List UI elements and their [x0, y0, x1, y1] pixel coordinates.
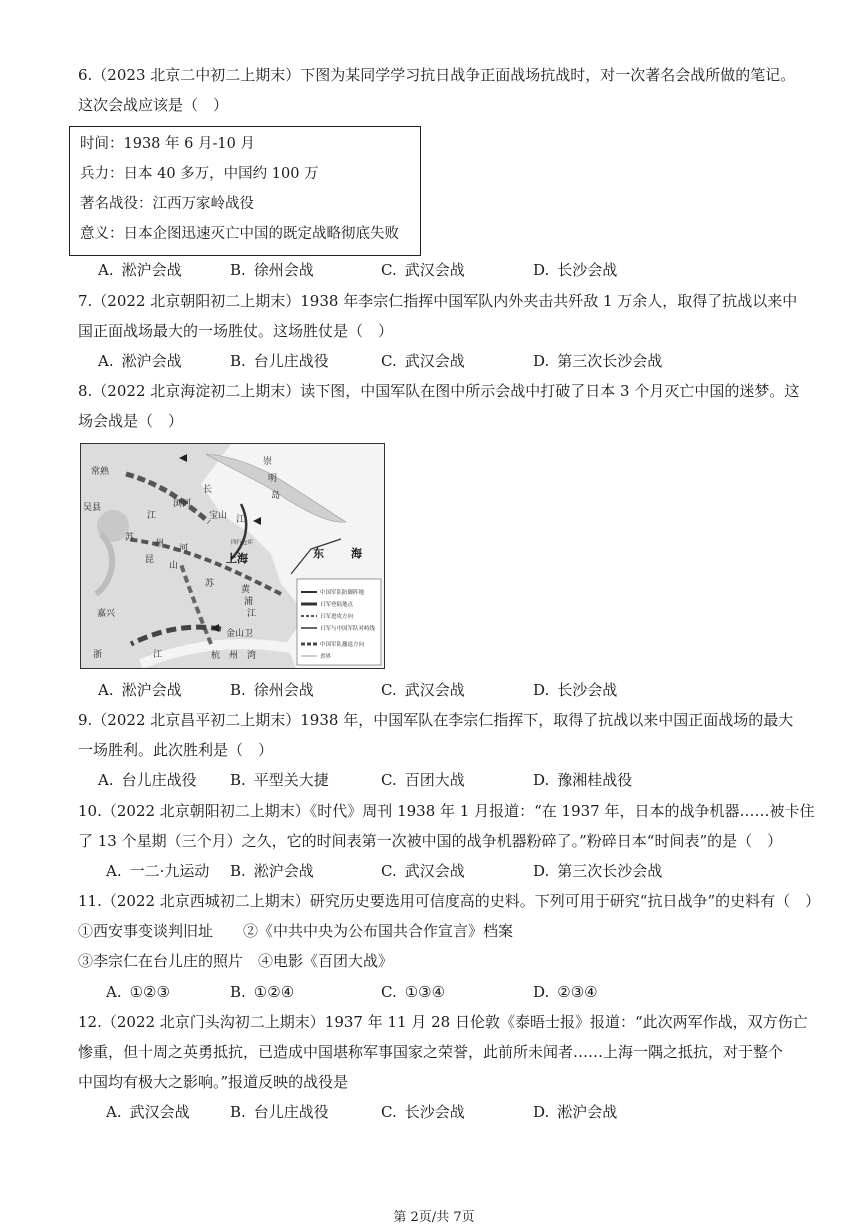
map-label: 江: [236, 515, 246, 525]
option-b[interactable]: B. 台儿庄战役: [230, 1103, 329, 1121]
option-c[interactable]: C. ①③④: [381, 983, 446, 1001]
question-9-options: [98, 769, 798, 791]
option-d[interactable]: D. ②③④: [533, 983, 598, 1001]
question-11-line-2: ①西安事变谈判旧址 ②《中共中央为公布国共合作宣言》档案: [78, 922, 514, 940]
option-d[interactable]: D. 第三次长沙会战: [533, 352, 663, 370]
option-a[interactable]: A. 武汉会战: [106, 1103, 190, 1121]
option-c[interactable]: C. 武汉会战: [381, 681, 465, 699]
legend-label: 日军进攻方向: [320, 614, 354, 620]
question-6-options: [98, 259, 798, 281]
map-label: 河: [179, 544, 189, 554]
question-12-line-2: 惨重，但十周之英勇抵抗，已造成中国堪称军事国家之荣誉，此前所未闻者……上海一隅之抵抗，对于整个: [78, 1043, 784, 1061]
option-d[interactable]: D. 长沙会战: [533, 261, 618, 279]
legend-label: 日军登陆地点: [320, 602, 354, 608]
map-label: 岛: [271, 491, 281, 501]
legend-label: 省界: [320, 654, 332, 660]
option-b[interactable]: B. 台儿庄战役: [230, 352, 329, 370]
map-label: 江: [153, 650, 163, 660]
note-significance: 意义：日本企图迅速灭亡中国的既定战略彻底失败: [80, 226, 399, 242]
option-b[interactable]: B. 淞沪会战: [230, 862, 314, 880]
option-a[interactable]: A. 淞沪会战: [98, 261, 182, 279]
map-label: 崇: [263, 457, 273, 467]
legend-label: 日军与中国军队对峙线: [320, 626, 376, 632]
option-c[interactable]: C. 武汉会战: [381, 862, 465, 880]
option-b[interactable]: B. 徐州会战: [230, 681, 314, 699]
map-label: 山: [169, 561, 179, 571]
option-d[interactable]: D. 淞沪会战: [533, 1103, 618, 1121]
question-6-line-1: 6.（2023 北京二中初二上期末）下图为某同学学习抗日战争正面战场抗战时，对一次著名会战所做的笔记。: [78, 66, 796, 84]
question-11-line-3: ③李宗仁在台儿庄的照片 ④电影《百团大战》: [78, 952, 394, 970]
note-time: 时间：1938 年 6 月-10 月: [80, 136, 255, 152]
map-label: 嘉兴: [97, 609, 116, 619]
map-label: 吴县: [83, 503, 102, 513]
map-label: 江: [147, 511, 157, 521]
question-6-line-2: 这次会战应该是（ ）: [78, 96, 229, 114]
option-c[interactable]: C. 百团大战: [381, 771, 465, 789]
map-label: 常熟: [91, 467, 110, 477]
map-label: 四行仓库: [231, 540, 254, 546]
question-10-line-1: 10.（2022 北京朝阳初二上期末）《时代》周刊 1938 年 1 月报道：“在 1937 年，日本的战争机器……被卡住: [78, 802, 815, 820]
option-a[interactable]: A. 台儿庄战役: [98, 771, 197, 789]
map-label: 宝山: [209, 511, 228, 521]
map-label: 金山卫: [226, 629, 254, 639]
question-7-line-2: 国正面战场最大的一场胜仗。这场胜仗是（ ）: [78, 322, 394, 340]
question-9-line-1: 9.（2022 北京昌平初二上期末）1938 年，中国军队在李宗仁指挥下，取得了抗战以来中国正面战场的最大: [78, 711, 794, 729]
option-b[interactable]: B. ①②④: [230, 983, 295, 1001]
question-7-options: [98, 350, 798, 372]
question-7-line-1: 7.（2022 北京朝阳初二上期末）1938 年李宗仁指挥中国军队内外夹击共歼敌 1 万余人，取得了抗战以来中: [78, 292, 798, 310]
question-8-line-1: 8.（2022 北京海淀初二上期末）读下图，中国军队在图中所示会战中打破了日本 3 个月灭亡中国的迷梦。这: [78, 382, 800, 400]
map-label: 长: [203, 485, 213, 495]
map-label: 上海: [226, 552, 248, 565]
page-footer: 第 2页/共 7页: [393, 1210, 475, 1225]
note-forces: 兵力：日本 40 多万，中国约 100 万: [80, 166, 319, 182]
map-label: 昆: [145, 555, 155, 565]
option-a[interactable]: A. 一二·九运动: [106, 862, 210, 880]
map-label: 苏: [125, 533, 135, 543]
option-a[interactable]: A. ①②③: [106, 983, 170, 1001]
question-10-line-2: 了 13 个星期（三个月）之久，它的时间表第一次被中国的战争机器粉碎了。”粉碎日本“时间表”的是（ ）: [78, 832, 783, 850]
option-d[interactable]: D. 长沙会战: [533, 681, 618, 699]
option-d[interactable]: D. 第三次长沙会战: [533, 862, 663, 880]
question-11-options: [106, 981, 806, 1003]
map-label: 黄: [241, 585, 251, 595]
question-12-line-3: 中国均有极大之影响。”报道反映的战役是: [78, 1073, 349, 1091]
map-label: 明: [268, 474, 278, 484]
note-battle: 著名战役：江西万家岭战役: [80, 196, 254, 212]
map-label: 东: [313, 547, 324, 560]
option-b[interactable]: B. 徐州会战: [230, 261, 314, 279]
map-label: 杭 州 湾: [211, 651, 257, 661]
question-10-options: [106, 860, 806, 882]
option-c[interactable]: C. 武汉会战: [381, 352, 465, 370]
question-8-line-2: 场会战是（ ）: [78, 412, 184, 430]
map-label: 海: [351, 547, 362, 560]
map-label: 浏河: [173, 499, 192, 509]
question-8-options: [98, 679, 798, 701]
map-label: 江: [247, 609, 257, 619]
option-d[interactable]: D. 豫湘桂战役: [533, 771, 633, 789]
question-12-line-1: 12.（2022 北京门头沟初二上期末）1937 年 11 月 28 日伦敦《泰晤士报》报道：“此次两军作战，双方伤亡: [78, 1013, 808, 1031]
map-label: 苏: [205, 579, 215, 589]
legend-label: 中国军队撤退方向: [320, 642, 365, 648]
option-a[interactable]: A. 淞沪会战: [98, 352, 182, 370]
question-12-options: [106, 1101, 806, 1123]
question-9-line-2: 一场胜利。此次胜利是（ ）: [78, 741, 274, 759]
map-label: 浙: [93, 650, 103, 660]
option-a[interactable]: A. 淞沪会战: [98, 681, 182, 699]
option-c[interactable]: C. 武汉会战: [381, 261, 465, 279]
option-b[interactable]: B. 平型关大捷: [230, 771, 329, 789]
legend-label: 中国军队防御阵地: [320, 590, 365, 596]
songhu-battle-map: [80, 443, 385, 669]
option-c[interactable]: C. 长沙会战: [381, 1103, 465, 1121]
map-label: 州: [155, 539, 165, 549]
map-graphic: [81, 444, 384, 668]
study-note-box: [69, 126, 421, 256]
question-11-line-1: 11.（2022 北京西城初二上期末）研究历史要选用可信度高的史料。下列可用于研究“抗日战争”的史料有（ ）: [78, 892, 821, 910]
map-label: 浦: [244, 597, 254, 607]
